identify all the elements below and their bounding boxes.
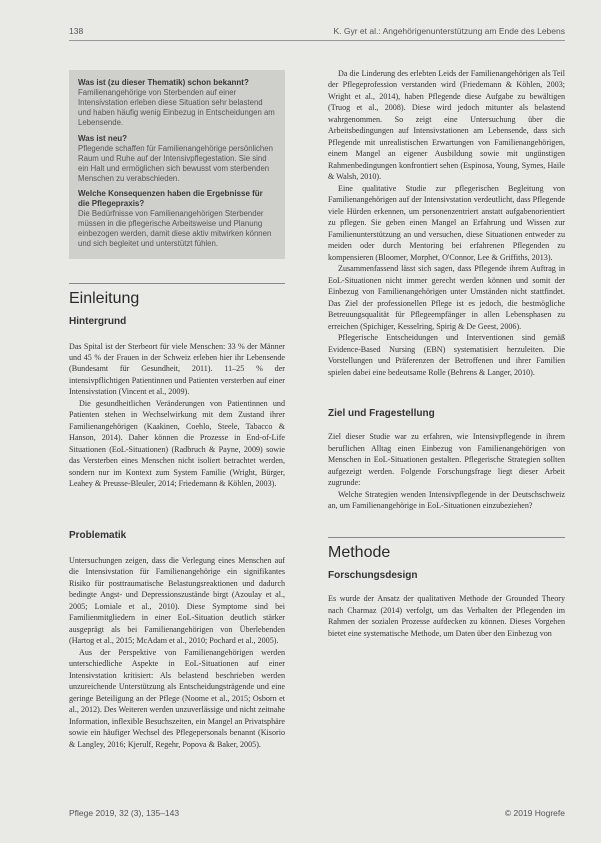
paragraph: Welche Strategien wenden Intensivpflegende in der Deutschschweiz an, um Familienangehörige in EoL-Situationen einzubeziehen? [328, 489, 565, 510]
left-column [69, 60, 285, 750]
paragraph: Ziel dieser Studie war zu erfahren, wie Intensivpflegende in ihrem beruflichen Alltag einen Einbezug von Familienangehörigen von Menschen in EoL-Situationen gestalten. Pflegerische Strategien sollten aufgezeigt werden. Folgende Forschungsfrage liegt dieser Arbeit zugrunde: [328, 432, 565, 488]
paragraph: Untersuchungen zeigen, dass die Verlegung eines Menschen auf die Intensivstation für Familienangehörige ein signifikantes Risiko für posttraumatische Belastungsreaktionen und dadurch bedingte Angst- und Depressionszustände birgt (Azoulay et al., 2005; Lomiale et al., 2010). Diese Symptome sind bei Familienmitgliedern in einer EoL-Situation deutlich stärker ausgeprägt als bei Familienangehörigen von Überlebenden (Hartog et al., 2015; McAdam et al., 2010; Pochard et al., 2005). [69, 555, 285, 646]
paragraph: Die gesundheitlichen Veränderungen von Patientinnen und Patienten stehen in Wechselwirkung mit dem Zustand ihrer Familienangehörigen (Kaakinen, Coehlo, Steele, Tabacco & Hanson, 2014). Daher können die Prozesse in End-of-Life Situationen (EoL-Situationen) (Radbruch & Payne, 2009) sowie das Versterben eines Menschen nicht isoliert betrachtet werden, sondern nur im Kontext zum System Familie (Wright, Bürger, Leahey & Preusse-Bleuler, 2014; Friedemann & Köhlen, 2003). [69, 398, 285, 489]
box-answer-3: Die Bedürfnisse von Familienangehörigen Sterbender müssen in die pflegerische Arbeitsweise und Planung einbezogen werden, damit diese aktiv mitwirken können und sich begleitet und unterstützt fühlen. [78, 209, 272, 249]
footer-citation: Pflege 2019, 32 (3), 135–143 [69, 808, 180, 818]
paragraph: Pflegerische Entscheidungen und Interventionen sind gemäß Evidence-Based Nursing (EBN) systematisiert herzuleiten. Die Vorstellungen und Präferenzen der Betroffenen und ihrer Familien spielen dabei eine bedeutsame Rolle (Behrens & Langer, 2010). [328, 333, 565, 377]
heading-hintergrund: Hintergrund [69, 315, 127, 327]
section-rule [69, 283, 285, 284]
box-question-2: Was ist neu? [78, 133, 128, 143]
paragraph: Da die Linderung des erlebten Leids der Familienangehörigen als Teil der Pflegeprofession verstanden wird (Friedemann & Köhlen, 2003; Wright et al., 2014), haben Pflegende diese Aufgabe zu bewältigen (Truog et al., 2008). Diese wird jedoch mitunter als belastend wahrgenommen. So zeigt eine Untersuchung über die Arbeitsbedingungen auf Intensivstationen am Lebensende, dass sich Pflegende mit unrealistischen Erwartungen von Familienangehörigen, einem Mangel an eigener Ausbildung sowie mit ungünstigen Rahmenbedingungen konfrontiert sehen (Espinosa, Young, Symes, Haile & Walsh, 2010). [328, 69, 565, 182]
heading-problematik: Problematik [69, 529, 127, 541]
header-rule [69, 40, 565, 41]
box-answer-1: Familienangehörige von Sterbenden auf einer Intensivstation erleben diese Situation sehr belastend und haben häufig wenig Einbezug in Entscheidungen am Lebensende. [78, 88, 275, 128]
paragraph: Eine qualitative Studie zur pflegerischen Begleitung von Familienangehörigen auf der Intensivstation verdeutlicht, dass Pflegende viele Hürden erkennen, um personenzentriert anstatt aufgabenorientiert zu pflegen. Sie geben einen Mangel an Erfahrung und Wissen zur Familienunterstützung an und versuchen, diese Situationen entweder zu meiden oder durch Mentoring bei erfahrenen Pflegenden zu kompensieren (Bloomer, Morphet, O'Connor, Lee & Griffiths, 2013). [328, 183, 565, 262]
right-column [328, 68, 565, 639]
heading-ziel: Ziel und Fragestellung [328, 408, 435, 420]
footer-copyright: © 2019 Hogrefe [504, 808, 565, 818]
heading-forschungsdesign: Forschungsdesign [328, 570, 418, 582]
box-question-3: Welche Konsequenzen haben die Ergebnisse für die Pflegepraxis? [78, 189, 263, 208]
paragraph: Zusammenfassend lässt sich sagen, dass Pflegende ihrem Auftrag in EoL-Situationen nicht immer gerecht werden können und somit der Einbezug von Familienangehörigen unter Umständen nicht stattfindet. Das Ziel der professionellen Pflege ist es jedoch, die bestmögliche Betreuungsqualität für Pflegeempfänger in allen Lebensphasen zu erreichen (Spichiger, Kesselring, Spirig & De Geest, 2006). [328, 264, 565, 331]
box-answer-2: Pflegende schaffen für Familienangehörige persönlichen Raum und Ruhe auf der Intensivpflegestation. Sie sind ein Halt und ermöglichen sich bewusst vom sterbenden Menschen zu verabschieden. [78, 143, 273, 183]
paragraph: Aus der Perspektive von Familienangehörigen werden unterschiedliche Aspekte in EoL-Situationen auf einer Intensivstation kritisiert: Als belastend beschrieben werden unzureichende Unterstützung als Entscheidungsträgende und eine geringe Beteiligung an der Pflege (Noome et al., 2015; Osborn et al., 2012). Des Weiteren werden unzuverlässige und nicht zeitnahe Information, inflexible Besuchszeiten, ein Mangel an Privatsphäre sowie ein häufiger Wechsel des Pflegepersonals benannt (Kisorio & Langley, 2016; Kjerulf, Regehr, Popova & Baker, 2005). [69, 647, 285, 749]
key-points-box [69, 70, 285, 259]
heading-einleitung: Einleitung [69, 289, 140, 307]
section-rule [328, 537, 565, 538]
box-question-1: Was ist (zu dieser Thematik) schon bekannt? [78, 78, 249, 87]
running-title: K. Gyr et al.: Angehörigenunterstützung am Ende des Lebens [333, 26, 565, 36]
page-number: 138 [69, 26, 84, 36]
paragraph: Das Spital ist der Sterbeort für viele Menschen: 33 % der Männer und 45 % der Frauen in der Schweiz erleben hier ihr Lebensende (Bundesamt für Gesundheit, 2011). 11–25 % der intensivpflichtigen Patientinnen und Patienten versterben auf einer Intensivstation (Vincent et al., 2009). [69, 341, 285, 397]
heading-methode: Methode [328, 544, 391, 562]
paragraph: Es wurde der Ansatz der qualitativen Methode der Grounded Theory nach Charmaz (2014) verfolgt, um das Verhalten der Pflegenden im Rahmen der sozialen Prozesse aufdecken zu können. Dieses Vorgehen bietet eine systematische Methode, um Daten über den Einbezug von [328, 594, 565, 638]
